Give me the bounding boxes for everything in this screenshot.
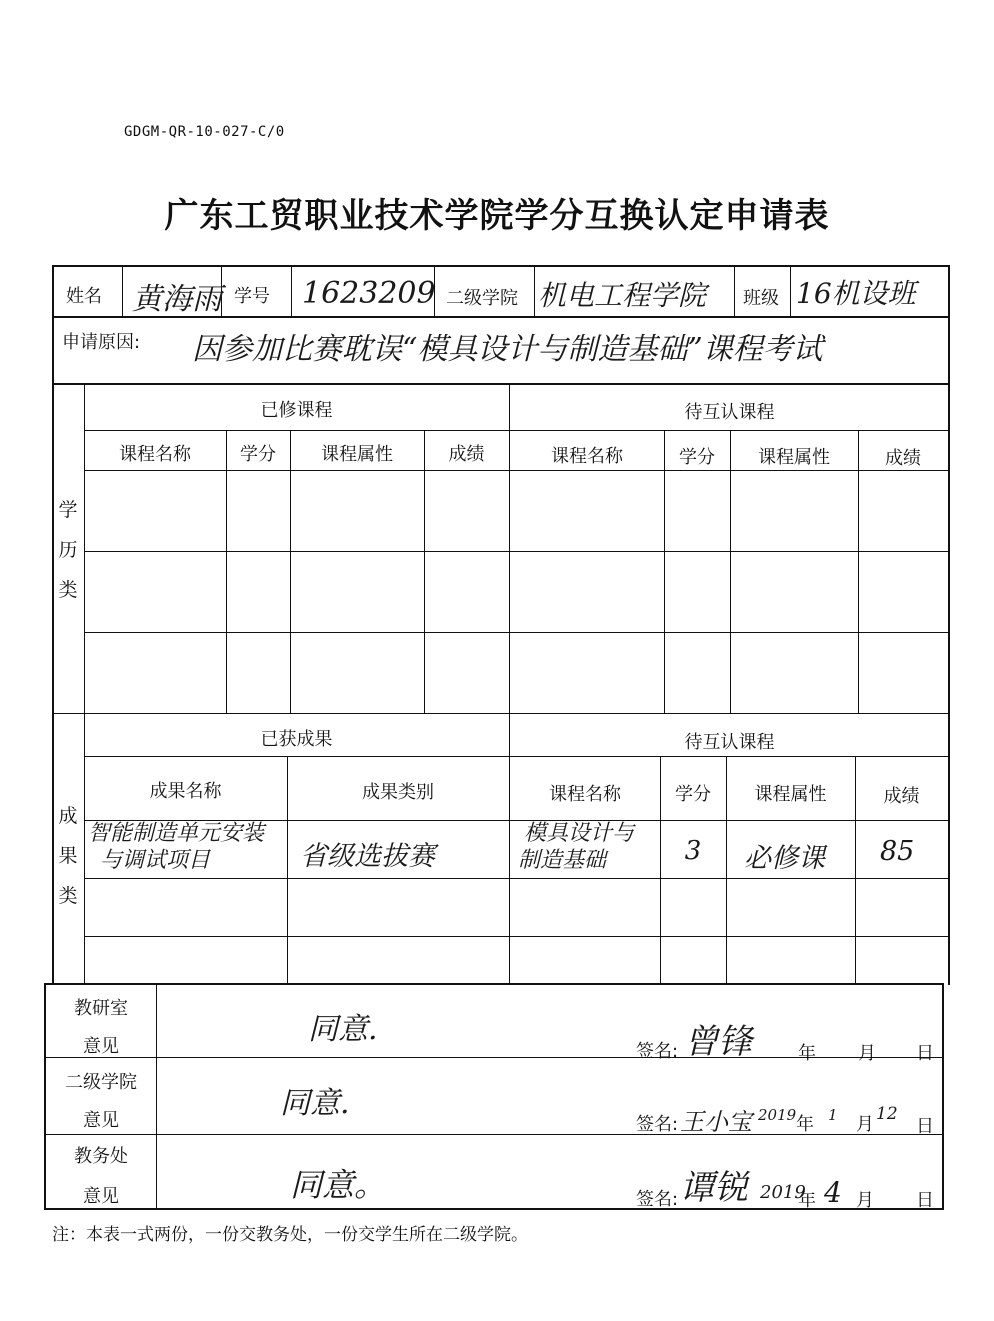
year-value-3: 2019 [760, 1182, 806, 1203]
day-label-1: 日 [916, 1043, 934, 1064]
month-label-2: 月 [856, 1114, 874, 1135]
opinion-content-1: 同意. [308, 1012, 378, 1047]
day-value-2: 12 [876, 1104, 898, 1124]
opinion-content-2: 同意. [280, 1086, 350, 1121]
class-label: 班级 [743, 288, 779, 309]
year-label-1: 年 [798, 1043, 816, 1064]
col-result-category: 成果类别 [362, 782, 434, 803]
month-label-1: 月 [858, 1043, 876, 1064]
signature-1: 曾锋 [684, 1022, 752, 1062]
opinion-label-3: 教务处 [74, 1146, 128, 1167]
reason-value: 因参加比赛耽误“模具设计与制造基础”课程考试 [192, 332, 823, 367]
academic-side-label: 学 历 类 [58, 499, 78, 601]
pending-courses-header: 待互认课程 [684, 402, 775, 423]
col-credit: 学分 [675, 784, 711, 805]
course-name: 模具设计与 制造基础 [518, 821, 635, 873]
student-no-value: 1623209 [302, 276, 436, 311]
col-score: 成绩 [883, 786, 920, 807]
name-value: 黄海雨 [132, 282, 222, 317]
col-score: 成绩 [885, 448, 921, 469]
credit-value: 3 [684, 836, 702, 866]
opinion-label-3b: 意见 [83, 1186, 119, 1207]
pending-courses-header: 待互认课程 [684, 732, 775, 753]
opinion-label-1b: 意见 [83, 1036, 119, 1057]
result-category: 省级选拔赛 [300, 841, 435, 872]
col-course-name: 课程名称 [119, 444, 191, 465]
col-credit: 学分 [679, 447, 715, 468]
completed-courses-header: 已修课程 [260, 400, 333, 421]
col-result-name: 成果名称 [149, 781, 222, 802]
day-label-3: 日 [916, 1190, 934, 1211]
name-label: 姓名 [66, 286, 102, 307]
col-credit: 学分 [240, 444, 276, 465]
signature-2: 王小宝 [680, 1108, 752, 1136]
student-no-label: 学号 [234, 286, 270, 307]
reason-label: 申请原因: [62, 332, 141, 353]
class-value: 16机设班 [796, 277, 916, 310]
opinion-content-3: 同意。 [290, 1166, 387, 1204]
opinion-label-2b: 意见 [83, 1110, 119, 1131]
result-name: 智能制造单元安装 与调试项目 [88, 821, 265, 873]
day-label-2: 日 [916, 1116, 934, 1137]
col-attribute: 课程属性 [321, 444, 393, 465]
month-value-2: 1 [828, 1106, 838, 1124]
sign-label-1: 签名: [636, 1041, 679, 1062]
col-attribute: 课程属性 [758, 447, 830, 468]
form-title: 广东工贸职业技术学院学分互换认定申请表 [164, 196, 830, 236]
col-attribute: 课程属性 [754, 784, 827, 805]
sign-label-2: 签名: [636, 1114, 679, 1135]
achievement-side-label: 成 果 类 [58, 805, 78, 907]
obtained-results-header: 已获成果 [260, 729, 333, 750]
sign-label-3: 签名: [636, 1189, 679, 1210]
year-label-2: 年 [796, 1114, 814, 1135]
month-label-3: 月 [856, 1190, 874, 1211]
year-label-3: 年 [798, 1190, 816, 1211]
opinion-label-1: 教研室 [74, 998, 128, 1019]
footnote: 注：本表一式两份，一份交教务处，一份交学生所在二级学院。 [52, 1225, 528, 1245]
signature-3: 谭锐 [680, 1168, 748, 1208]
document-code: GDGM-QR-10-027-C/0 [124, 124, 285, 140]
col-course-name: 课程名称 [551, 446, 623, 467]
year-value-2: 2019 [758, 1106, 797, 1124]
college-label: 二级学院 [446, 288, 518, 309]
col-score: 成绩 [448, 444, 485, 465]
opinion-label-2: 二级学院 [65, 1072, 137, 1093]
college-value: 机电工程学院 [538, 279, 707, 312]
month-value-3: 4 [824, 1176, 842, 1209]
score-value: 85 [880, 836, 915, 867]
attribute-value: 必修课 [744, 843, 825, 874]
col-course-name: 课程名称 [549, 784, 621, 805]
